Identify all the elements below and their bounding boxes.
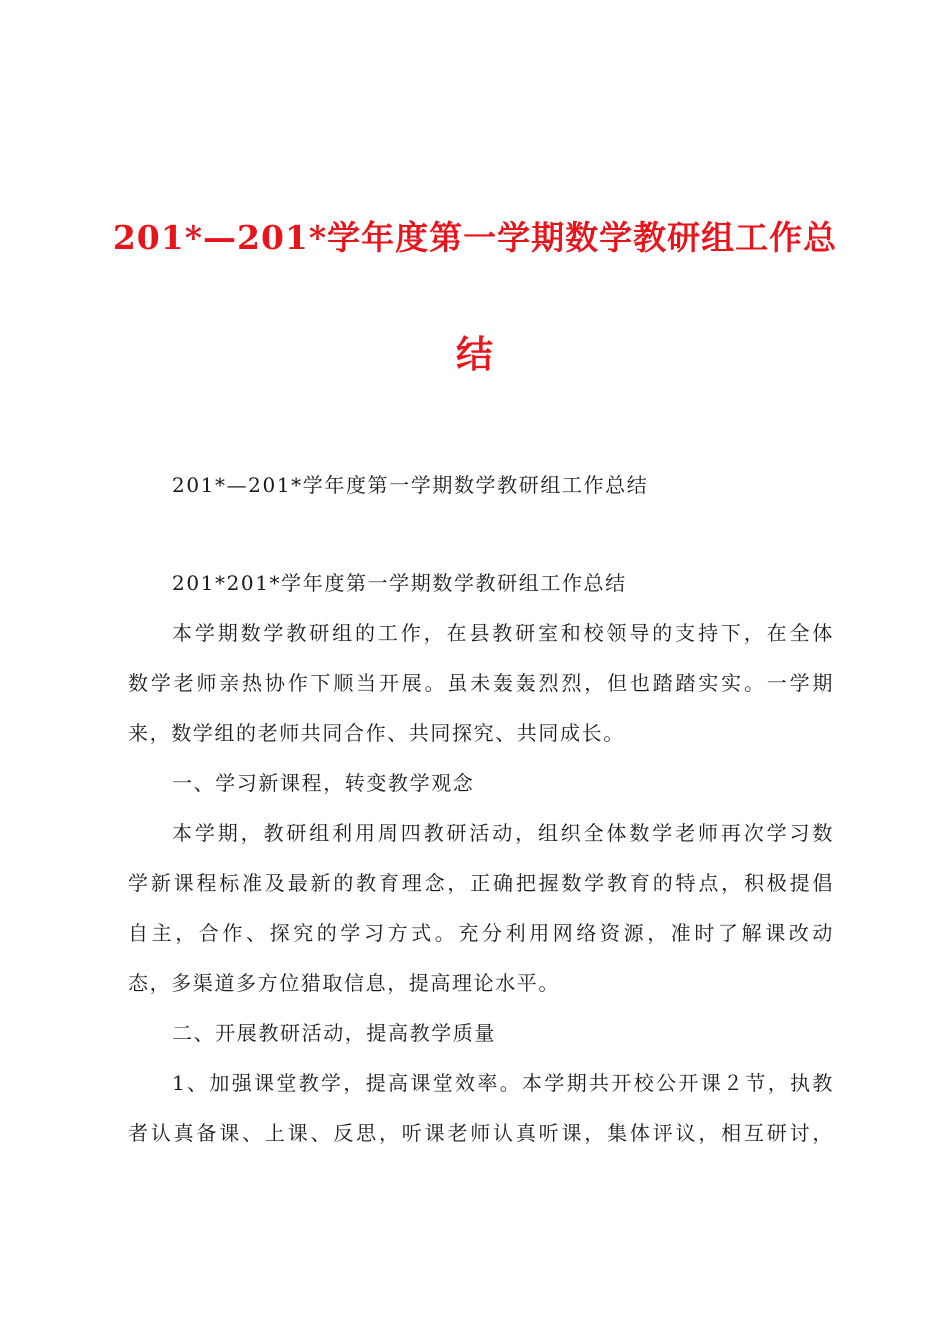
paragraph-line: 数学老师亲热协作下顺当开展。虽未轰轰烈烈，但也踏踏实实。一学期 xyxy=(128,671,834,695)
paragraph-line: 者认真备课、上课、反思，听课老师认真听课，集体评议，相互研讨， xyxy=(128,1121,834,1145)
subtitle-line: 201*—201*学年度第一学期数学教研组工作总结 xyxy=(172,473,649,497)
paragraph-line: 来，数学组的老师共同合作、共同探究、共同成长。 xyxy=(128,721,625,745)
paragraph-line: 学新课程标准及最新的教育理念，正确把握数学教育的特点，积极提倡 xyxy=(128,871,834,895)
paragraph-line: 态，多渠道多方位猎取信息，提高理论水平。 xyxy=(128,971,560,995)
paragraph-line: 自主，合作、探究的学习方式。充分利用网络资源，准时了解课改动 xyxy=(128,921,834,945)
paragraph-line: 本学期，教研组利用周四教研活动，组织全体数学老师再次学习数 xyxy=(172,821,834,845)
document-title-line-1: 201*—201*学年度第一学期数学教研组工作总 xyxy=(112,218,838,257)
paragraph-line: 本学期数学教研组的工作，在县教研室和校领导的支持下，在全体 xyxy=(172,621,834,645)
section-heading-line: 一、学习新课程，转变教学观念 xyxy=(172,771,475,795)
section-heading-line: 二、开展教研活动，提高教学质量 xyxy=(172,1021,496,1045)
section-heading-line: 201*201*学年度第一学期数学教研组工作总结 xyxy=(172,571,627,595)
paragraph-line: 1、加强课堂教学，提高课堂效率。本学期共开校公开课２节，执教 xyxy=(172,1071,834,1095)
document-title-line-2: 结 xyxy=(456,332,494,376)
